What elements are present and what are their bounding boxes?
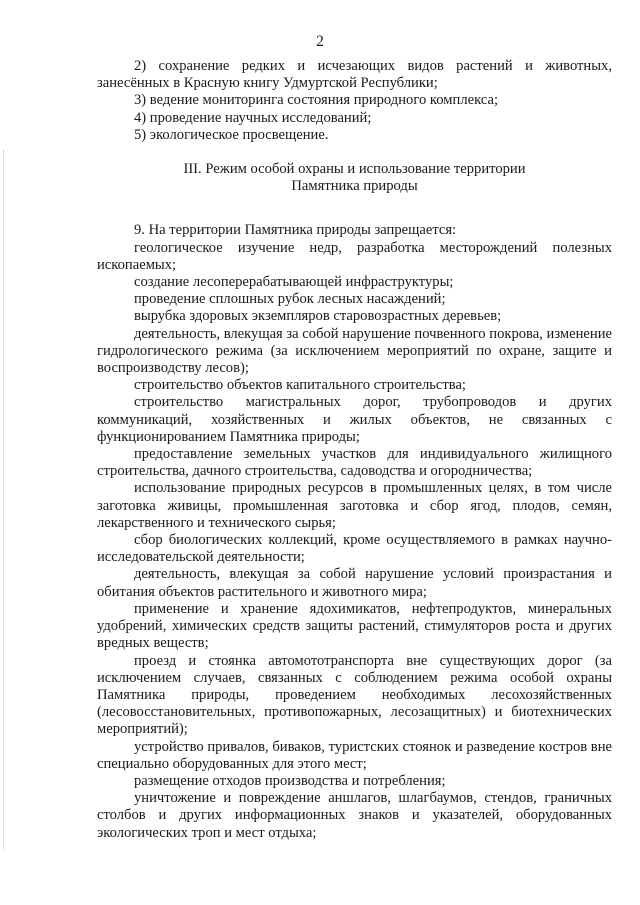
prohibition-item: создание лесоперерабатывающей инфраструктуры;	[134, 274, 454, 291]
prohibition-item: использование природных ресурсов в промышленных целях, в том числе заготовка живицы, промышленная заготовка и сбор ягод, плодов, семян, лекарственного и технического сырья;	[97, 480, 612, 531]
section-heading-line1: III. Режим особой охраны и использование территории	[183, 161, 526, 178]
list-item: 5) экологическое просвещение.	[134, 126, 329, 143]
prohibition-item: деятельность, влекущая за собой нарушение почвенного покрова, изменение гидрологического режима (за исключением мероприятий по охране, защите и воспроизводству лесов);	[97, 325, 612, 377]
prohibition-item: применение и хранение ядохимикатов, нефтепродуктов, минеральных удобрений, химических средств защиты растений, стимуляторов роста и других вредных веществ;	[97, 600, 612, 652]
prohibition-item: деятельность, влекущая за собой нарушение условий произрастания и обитания объектов растительного и животного мира;	[97, 566, 612, 600]
prohibition-item: вырубка здоровых экземпляров старовозрастных деревьев;	[134, 308, 502, 325]
prohibition-item: строительство магистральных дорог, трубопроводов и других коммуникаций, хозяйственных и жилых объектов, не связанных с функционированием Памятника природы;	[97, 394, 612, 445]
list-item: 4) проведение научных исследований;	[134, 109, 372, 126]
document-body	[97, 58, 612, 842]
prohibition-item: размещение отходов производства и потребления;	[134, 772, 446, 789]
prohibition-item: геологическое изучение недр, разработка месторождений полезных ископаемых;	[97, 239, 612, 273]
scan-edge-marks	[3, 150, 4, 850]
prohibition-item: строительство объектов капитального строительства;	[134, 377, 466, 394]
prohibition-item: сбор биологических коллекций, кроме осуществляемого в рамках научно-исследовательской деятельности;	[97, 532, 612, 566]
page-number: 2	[316, 33, 324, 50]
prohibition-item: проведение сплошных рубок лесных насаждений;	[134, 291, 446, 308]
list-item: 3) ведение мониторинга состояния природного комплекса;	[134, 92, 498, 109]
prohibition-item: предоставление земельных участков для индивидуального жилищного строительства, дачного строительства, садоводства и огородничества;	[97, 446, 612, 480]
section-heading	[97, 161, 612, 195]
section-heading-line2: Памятника природы	[291, 178, 418, 195]
list-item: 2) сохранение редких и исчезающих видов растений и животных, занесённых в Красную книгу Удмуртской Республики;	[97, 58, 612, 92]
prohibition-item: уничтожение и повреждение аншлагов, шлагбаумов, стендов, граничных столбов и других информационных знаков и указателей, оборудованных экологических троп и мест отдыха;	[97, 790, 612, 841]
clause-intro: 9. На территории Памятника природы запрещается:	[134, 222, 457, 239]
prohibition-item: устройство привалов, биваков, туристских стоянок и разведение костров вне специально оборудованных для этого мест;	[97, 738, 612, 772]
prohibition-item: проезд и стоянка автомототранспорта вне существующих дорог (за исключением случаев, связанных с соблюдением режима особой охраны Памятника природы, проведением необходимых лесохозяйственных (лесовосстановительных, противопожарных, лесозащитных) и биотехнических мероприятий);	[97, 652, 612, 738]
